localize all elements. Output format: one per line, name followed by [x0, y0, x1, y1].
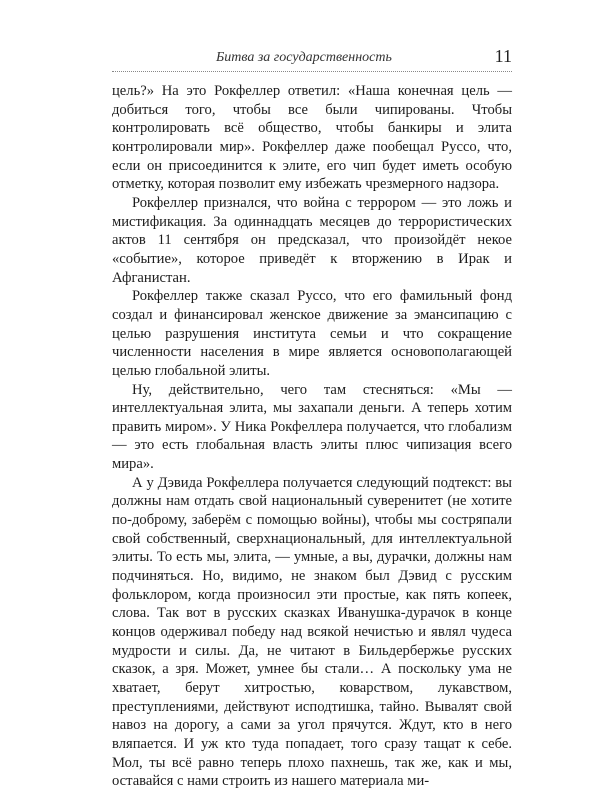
paragraph: А у Дэвида Рокфеллера получается следующий подтекст: вы должны нам отдать свой национальный суверенитет (не хотите по-доброму, заберём с помощью войны), чтобы мы состряпали свой собственный, сверхнациональный, для интеллектуальной элиты. То есть мы, элита, — умные, а вы, дурачки, должны нам подчиняться. Но, видимо, не знаком был Дэвид с русским фольклором, когда произносил эти простые, как пять копеек, слова. Так вот в русских сказках Иванушка-дурачок в конце концов одерживал победу над всякой нечистью и являл чудеса мудрости и силы. Да, не читают в Бильдербержье русских сказок, а зря. Может, умнее бы стали… А поскольку ума не хватает, берут хитростью, коварством, лукавством, преступлениями, действуют исподтишка, тайно. Вывалят свой навоз на дорогу, а сами за угол прячутся. Ждут, кто в него вляпается. И уж кто туда попадает, того сразу тащат к себе. Мол, ты всё равно теперь плохо пахнешь, так же, как и мы, оставайся с нами строить из нашего материала ми- [112, 474, 512, 790]
paragraph: Ну, действительно, чего там стесняться: «Мы — интеллектуальная элита, мы захапали деньги. А теперь хотим править миром». У Ника Рокфеллера получается, что глобализм — это есть глобальная власть элиты плюс чипизация всего мира». [112, 381, 512, 473]
running-title: Битва за государственность [216, 50, 392, 65]
page-number: 11 [494, 46, 512, 66]
page-header [112, 44, 512, 72]
body-text [112, 82, 512, 791]
paragraph: цель?» На это Рокфеллер ответил: «Наша конечная цель — добиться того, чтобы все были чипированы. Чтобы контролировать всё общество, чтобы банкиры и элита контролировали мир». Рокфеллер даже пообещал Руссо, что, если он присоединится к элите, его чип будет иметь особую отметку, которая позволит ему избежать чрезмерного надзора. [112, 83, 512, 193]
paragraph: Рокфеллер признался, что война с террором — это ложь и мистификация. За одиннадцать месяцев до террористических актов 11 сентября он предсказал, что произойдёт некое «событие», которое приведёт к вторжению в Ирак и Афганистан. [112, 194, 512, 286]
header-divider [112, 71, 512, 72]
paragraph: Рокфеллер также сказал Руссо, что его фамильный фонд создал и финансировал женское движение за эмансипацию с целью разрушения института семьи и что сокращение численности населения в мире является основополагающей целью глобальной элиты. [112, 288, 512, 379]
